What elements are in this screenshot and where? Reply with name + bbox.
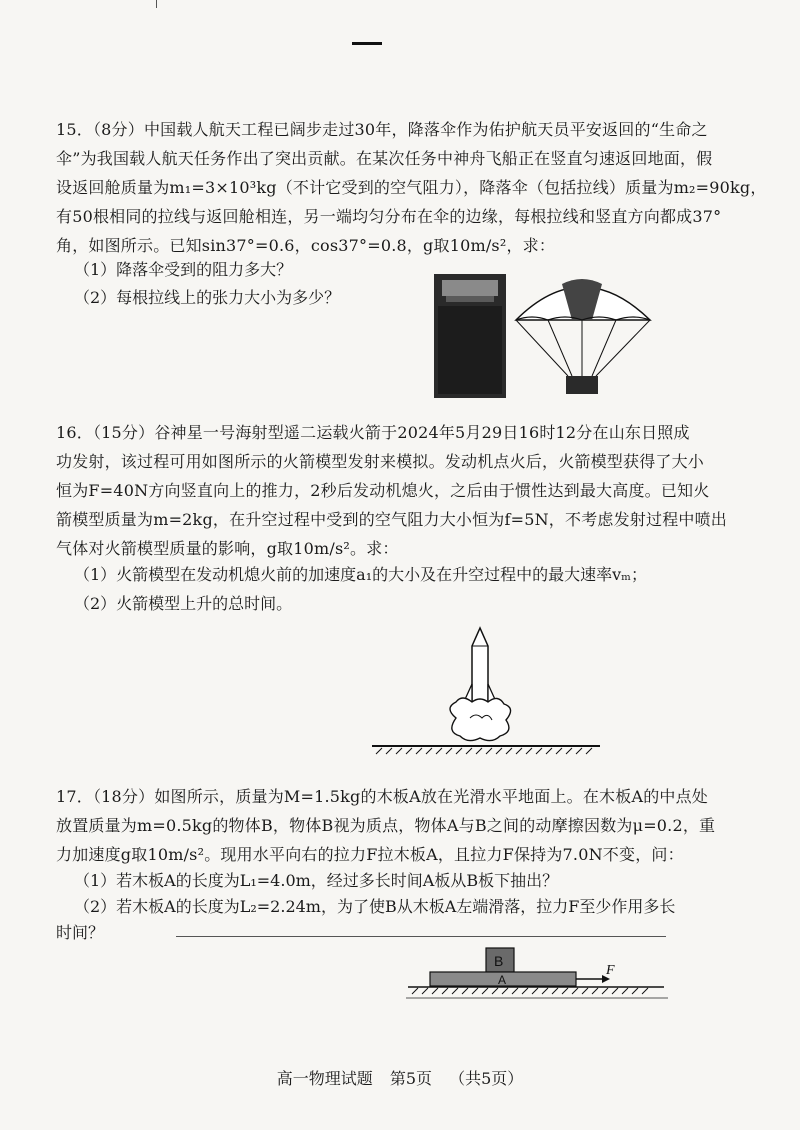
block-B-label: B xyxy=(494,953,504,969)
footer-page: 第5页 xyxy=(389,1069,432,1088)
footer-title: 高一物理试题 xyxy=(276,1069,373,1088)
q15-line-2: 伞”为我国载人航天任务作出了突出贡献。在某次任务中神舟飞船正在竖直匀速返回地面，假 xyxy=(56,149,713,168)
rocket-drawing xyxy=(462,628,498,706)
q15-subquestion-2: （2）每根拉线上的张力大小为多少？ xyxy=(74,288,341,307)
q15-line-3: 设返回舱质量为m₁=3×10³kg（不计它受到的空气阻力），降落伞（包括拉线）质量为m₂=90kg， xyxy=(56,178,767,197)
q17-line-3: 力加速度g取10m/s²。现用水平向右的拉力F拉木板A，且拉力F保持为7.0N不变，问： xyxy=(56,845,684,864)
q17-subquestion-2-cont: 时间？ xyxy=(56,923,105,942)
board-A-label: A xyxy=(498,973,507,987)
q17-board-figure xyxy=(406,944,668,1002)
q17-subquestion-1: （1）若木板A的长度为L₁=4.0m，经过多长时间A板从B板下抽出？ xyxy=(74,871,559,890)
ground-line xyxy=(372,746,600,754)
q16-subquestion-2: （2）火箭模型上升的总时间。 xyxy=(74,594,293,613)
parachute-diagram xyxy=(516,279,650,394)
q16-subquestion-1: （1）火箭模型在发动机熄火前的加速度a₁的大小及在升空过程中的最大速率vₘ； xyxy=(74,565,647,584)
page-footer xyxy=(0,1066,800,1089)
capsule-photo xyxy=(434,274,506,398)
rule-line xyxy=(176,936,666,937)
floor-hatching xyxy=(412,988,648,994)
force-label: F xyxy=(606,963,615,978)
exhaust-smoke xyxy=(450,698,511,741)
q16-stem xyxy=(56,418,746,563)
q15-line-4: 有50根相同的拉线与返回舱相连，另一端均匀分布在伞的边缘，每根拉线和竖直方向都成37° xyxy=(56,207,722,226)
q16-line-5: 气体对火箭模型质量的影响，g取10m/s²。求： xyxy=(56,539,399,558)
q16-line-3: 恒为F=40N方向竖直向上的推力，2秒后发动机熄火，之后由于惯性达到最大高度。已知火 xyxy=(56,481,710,500)
q17-line-1: 17．（18分）如图所示，质量为M=1.5kg的木板A放在光滑水平地面上。在木板A的中点处 xyxy=(56,787,709,806)
q15-stem xyxy=(56,115,767,260)
q17-stem xyxy=(56,782,746,869)
q16-line-2: 功发射，该过程可用如图所示的火箭模型发射来模拟。发动机点火后，火箭模型获得了大小 xyxy=(56,452,705,471)
q16-rocket-figure xyxy=(370,622,602,756)
q15-line-5: 角，如图所示。已知sin37°=0.6，cos37°=0.8，g取10m/s²，求： xyxy=(56,236,556,255)
top-dash xyxy=(352,42,382,45)
q16-line-1: 16．（15分）谷神星一号海射型遥二运载火箭于2024年5月29日16时12分在山东日照成 xyxy=(56,423,690,442)
q15-subquestion-1: （1）降落伞受到的阻力多大？ xyxy=(74,260,293,279)
q15-line-1: 15．（8分）中国载人航天工程已阔步走过30年，降落伞作为佑护航天员平安返回的“生命之 xyxy=(56,120,708,139)
q17-subquestion-2: （2）若木板A的长度为L₂=2.24m，为了使B从木板A左端滑落，拉力F至少作用多长 xyxy=(74,897,676,916)
q17-line-2: 放置质量为m=0.5kg的物体B，物体B视为质点，物体A与B之间的动摩擦因数为μ=0.2，重 xyxy=(56,816,716,835)
footer-total: （共5页） xyxy=(449,1069,524,1088)
scan-mark xyxy=(156,0,157,8)
q15-figure xyxy=(432,272,690,402)
q16-line-4: 箭模型质量为m=2kg，在升空过程中受到的空气阻力大小恒为f=5N，不考虑发射过程中喷出 xyxy=(56,510,728,529)
